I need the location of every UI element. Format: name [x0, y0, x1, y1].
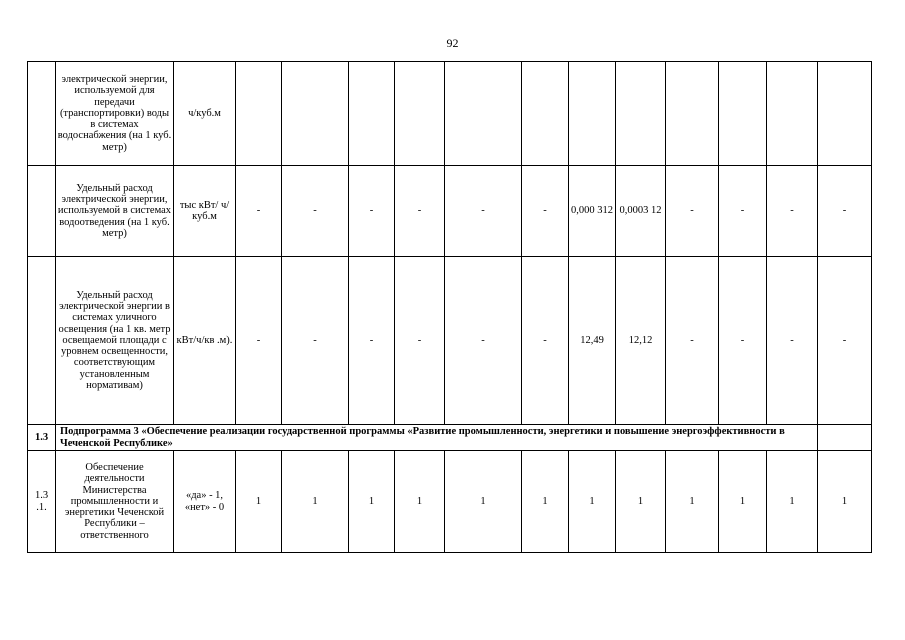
value-cell: 1 [767, 451, 818, 553]
indicators-table [27, 61, 872, 553]
value-cell: - [767, 257, 818, 425]
value-cell: - [349, 257, 395, 425]
value-cell [719, 62, 767, 166]
table-row [28, 257, 872, 425]
row-number: 1.3 .1. [28, 451, 56, 553]
value-cell: - [236, 257, 282, 425]
value-cell: 1 [445, 451, 522, 553]
indicator-name: электрической энергии, используемой для передачи (транспортировки) воды в системах водоснабжения (на 1 куб. метр) [56, 62, 174, 166]
value-cell [767, 62, 818, 166]
unit-cell: кВт/ч/кв .м). [174, 257, 236, 425]
table-row [28, 166, 872, 257]
value-cell: - [445, 166, 522, 257]
section-empty-cell [818, 425, 872, 451]
value-cell [349, 62, 395, 166]
value-cell: - [719, 166, 767, 257]
section-number: 1.3 [28, 425, 56, 451]
value-cell: - [282, 257, 349, 425]
value-cell: 1 [666, 451, 719, 553]
value-cell: 1 [349, 451, 395, 553]
value-cell: - [719, 257, 767, 425]
value-cell: 1 [282, 451, 349, 553]
value-cell [818, 62, 872, 166]
row-number [28, 62, 56, 166]
unit-cell: ч/куб.м [174, 62, 236, 166]
indicator-name: Удельный расход электрической энергии в системах уличного освещения (на 1 кв. метр освещаемой площади с уровнем освещенности, соответствующим установленным нормативам) [56, 257, 174, 425]
value-cell: - [767, 166, 818, 257]
value-cell: - [666, 257, 719, 425]
value-cell [282, 62, 349, 166]
indicator-name: Удельный расход электрической энергии, используемой в системах водоотведения (на 1 куб. метр) [56, 166, 174, 257]
value-cell: 0,0003 12 [616, 166, 666, 257]
value-cell: 1 [522, 451, 569, 553]
value-cell: 1 [818, 451, 872, 553]
row-number [28, 166, 56, 257]
value-cell: - [395, 257, 445, 425]
value-cell: - [445, 257, 522, 425]
value-cell: - [522, 166, 569, 257]
value-cell: 1 [569, 451, 616, 553]
page-number: 92 [446, 36, 459, 50]
unit-cell: «да» - 1, «нет» - 0 [174, 451, 236, 553]
table-row [28, 62, 872, 166]
value-cell: - [666, 166, 719, 257]
value-cell: 1 [395, 451, 445, 553]
unit-cell: тыс кВт/ ч/куб.м [174, 166, 236, 257]
value-cell [569, 62, 616, 166]
value-cell: - [522, 257, 569, 425]
section-title: Подпрограмма 3 «Обеспечение реализации государственной программы «Развитие промышленности, энергетики и повышение энергоэффективности в Чеченской Республике» [56, 425, 818, 451]
value-cell [395, 62, 445, 166]
value-cell: 0,000 312 [569, 166, 616, 257]
value-cell: 1 [719, 451, 767, 553]
value-cell [666, 62, 719, 166]
table-row [28, 451, 872, 553]
value-cell: - [282, 166, 349, 257]
value-cell: - [818, 166, 872, 257]
value-cell: 1 [616, 451, 666, 553]
value-cell [445, 62, 522, 166]
value-cell: - [818, 257, 872, 425]
value-cell: 1 [236, 451, 282, 553]
value-cell: 12,12 [616, 257, 666, 425]
value-cell: 12,49 [569, 257, 616, 425]
value-cell [236, 62, 282, 166]
value-cell: - [236, 166, 282, 257]
value-cell [522, 62, 569, 166]
row-number [28, 257, 56, 425]
value-cell: - [395, 166, 445, 257]
value-cell: - [349, 166, 395, 257]
value-cell [616, 62, 666, 166]
section-row [28, 425, 872, 451]
indicator-name: Обеспечение деятельности Министерства промышленности и энергетики Чеченской Республики – ответственного [56, 451, 174, 553]
